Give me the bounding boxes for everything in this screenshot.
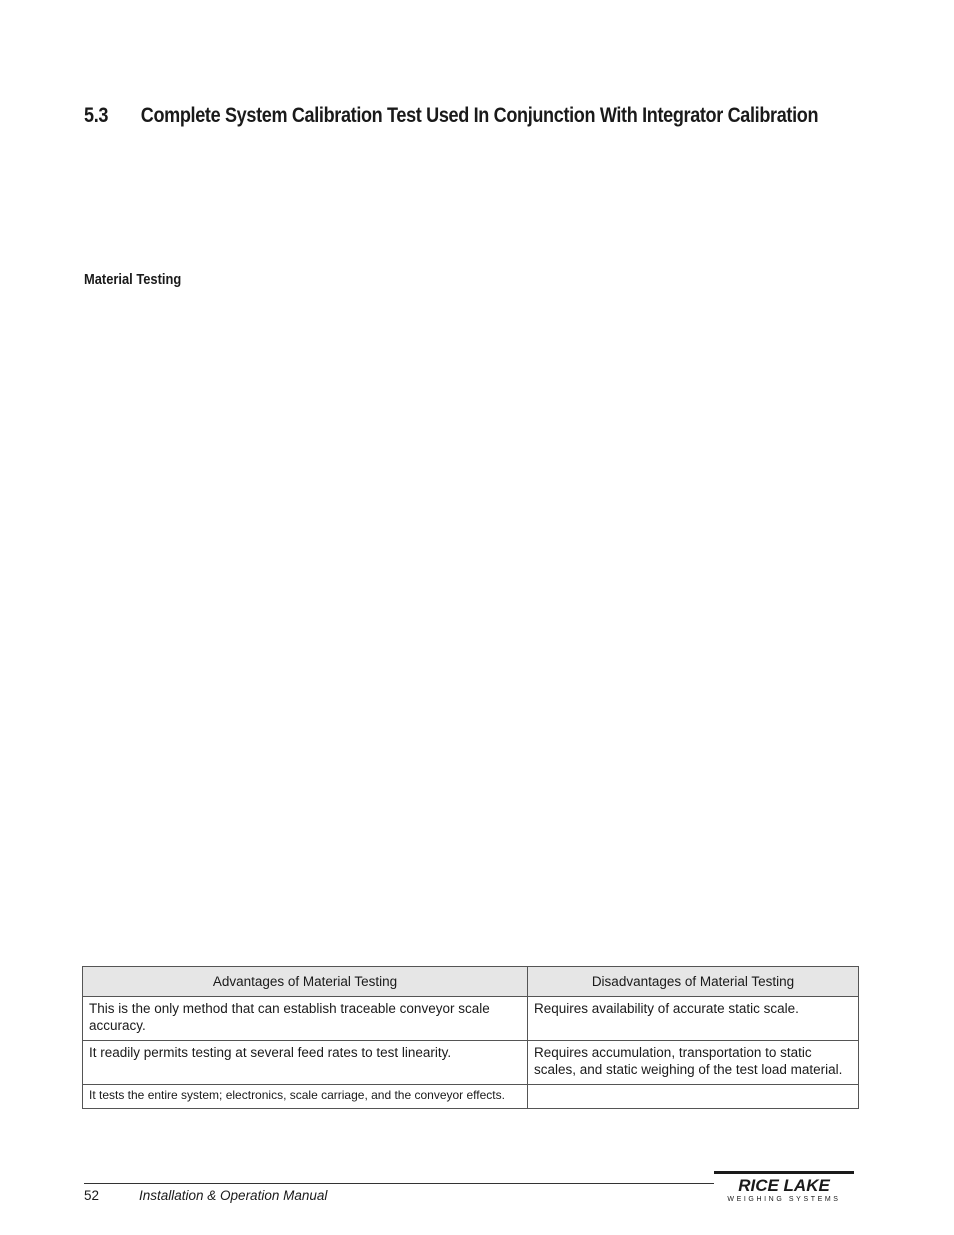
table-cell-advantage: It tests the entire system; electronics, scale carriage, and the conveyor effects. xyxy=(83,1085,528,1109)
logo-wordmark: RICE LAKE xyxy=(738,1176,830,1195)
subheading-material-testing: Material Testing xyxy=(84,271,182,288)
table-header-row xyxy=(83,967,859,997)
table-row xyxy=(83,1041,859,1085)
section-number: 5.3 xyxy=(84,104,109,127)
page-number: 52 xyxy=(84,1188,100,1203)
logo-tagline: WEIGHING SYSTEMS xyxy=(727,1196,841,1203)
table-cell-disadvantage: Requires availability of accurate static scale. xyxy=(528,997,859,1041)
footer-divider xyxy=(84,1183,714,1184)
table-cell-disadvantage xyxy=(528,1085,859,1109)
table-cell-advantage: This is the only method that can establish traceable conveyor scale accuracy. xyxy=(83,997,528,1041)
table-cell-disadvantage: Requires accumulation, transportation to static scales, and static weighing of the test load material. xyxy=(528,1041,859,1085)
comparison-table xyxy=(82,966,859,1109)
table-row xyxy=(83,1085,859,1109)
manual-title: Installation & Operation Manual xyxy=(139,1188,328,1203)
section-title: Complete System Calibration Test Used In Conjunction With Integrator Calibration xyxy=(140,104,819,127)
section-heading xyxy=(84,104,818,128)
rice-lake-logo xyxy=(714,1168,854,1204)
column-header-advantages: Advantages of Material Testing xyxy=(83,967,528,997)
table-row xyxy=(83,997,859,1041)
table-cell-advantage: It readily permits testing at several feed rates to test linearity. xyxy=(83,1041,528,1085)
column-header-disadvantages: Disadvantages of Material Testing xyxy=(528,967,859,997)
